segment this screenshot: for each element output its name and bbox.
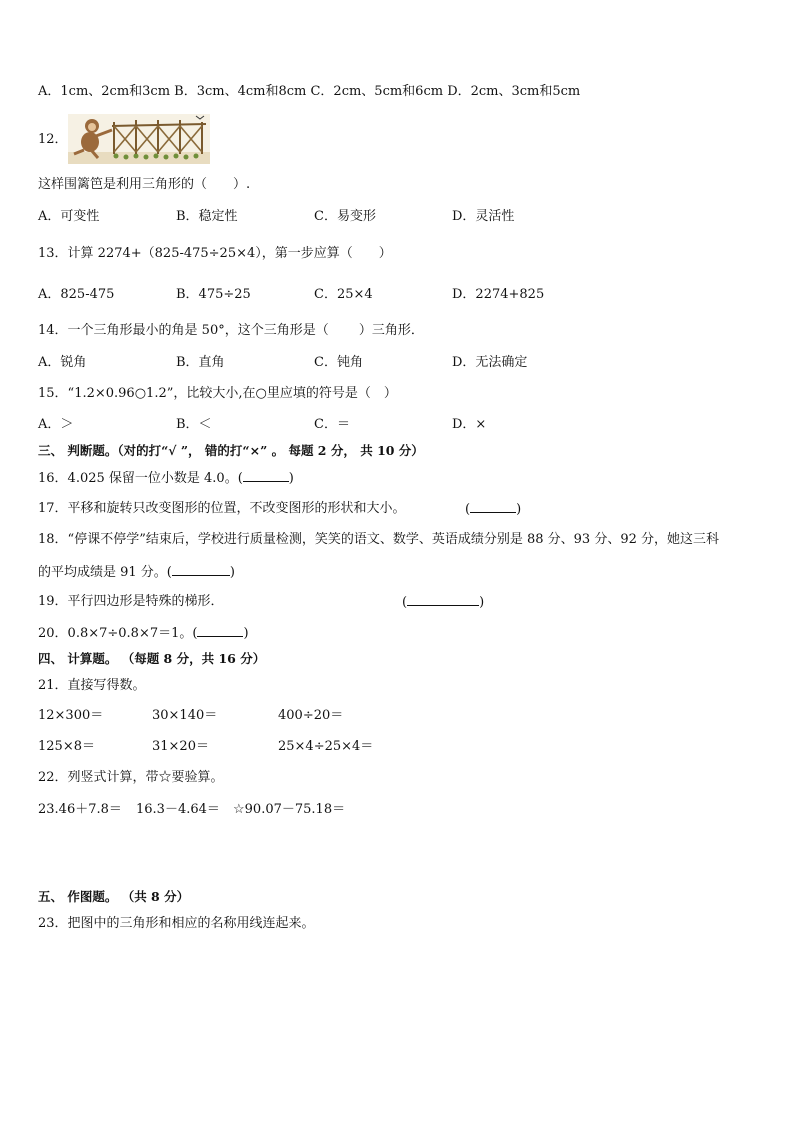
q19-close: ): [479, 595, 485, 610]
q18-line2: [38, 563, 235, 582]
q20-close: ): [243, 626, 249, 641]
q14-stem: 14．一个三角形最小的角是 50°，这个三角形是（ ）三角形．: [38, 323, 424, 338]
q18-close: ): [229, 565, 235, 580]
q21-item-6: 25×4÷25×4＝: [278, 739, 374, 754]
q22-item-3: ☆90.07－75.18＝: [233, 802, 346, 817]
q22-item-2: 16.3－4.64＝: [136, 802, 220, 817]
q13-stem: 13．计算 2274+（825-475÷25×4），第一步应算（ ）: [38, 246, 392, 261]
q14-option-c: C．钝角: [314, 355, 363, 370]
q18-answer-blank[interactable]: [172, 563, 230, 576]
q16: [38, 469, 294, 488]
q14-option-b: B．直角: [176, 355, 225, 370]
q18-text: 的平均成绩是 91 分。(: [38, 565, 172, 580]
q20-text: 20．0.8×7÷0.8×7＝1。(: [38, 626, 198, 641]
q12-option-b: B．稳定性: [176, 209, 238, 224]
q16-answer-blank[interactable]: [243, 469, 289, 482]
q15-option-c: C．＝: [314, 417, 350, 432]
q15-stem: 15．“1.2×0.96○1.2”，比较大小,在○里应填的符号是（ ）: [38, 386, 397, 401]
q12-option-c: C．易变形: [314, 209, 376, 224]
q22-stem: 22．列竖式计算，带☆要验算。: [38, 770, 224, 785]
q20: [38, 624, 249, 643]
q21-item-1: 12×300＝: [38, 708, 104, 723]
q15-option-a: A．＞: [38, 417, 74, 432]
q21-item-3: 400÷20＝: [278, 708, 344, 723]
q19-answer: [402, 593, 484, 612]
q13-option-a: A．825-475: [38, 287, 115, 302]
q17-answer-blank[interactable]: [470, 500, 516, 513]
q17-open: (: [465, 502, 471, 517]
fence-illustration: [68, 114, 210, 164]
q23-stem: 23．把图中的三角形和相应的名称用线连起来。: [38, 916, 315, 931]
q17-close: ): [516, 502, 522, 517]
section-4-heading: 四、 计算题。 （每题 8 分，共 16 分）: [38, 651, 266, 666]
q15-option-d: D．×: [452, 417, 487, 432]
q12-number: 12．: [38, 132, 68, 147]
q11-options: A．1cm、2cm和3cm B．3cm、4cm和8cm C．2cm、5cm和6cm D．2cm、3cm和5cm: [38, 84, 581, 99]
q17-answer: [465, 500, 521, 519]
q19-open: (: [402, 595, 408, 610]
q13-option-b: B．475÷25: [176, 287, 251, 302]
q19-text: 19．平行四边形是特殊的梯形．: [38, 594, 224, 609]
q22-item-1: 23.46＋7.8＝: [38, 802, 122, 817]
q12-stem: 这样围篱笆是利用三角形的（ ）.: [38, 177, 251, 192]
q21-item-2: 30×140＝: [152, 708, 218, 723]
q12-option-a: A．可变性: [38, 209, 100, 224]
q17-text: 17．平移和旋转只改变图形的位置，不改变图形的形状和大小。: [38, 501, 406, 516]
q16-close: ): [288, 471, 294, 486]
q14-option-d: D．无法确定: [452, 355, 528, 370]
q16-text: 16．4.025 保留一位小数是 4.0。(: [38, 471, 243, 486]
section-3-heading: 三、 判断题。（对的打“√ ”， 错的打“×” 。 每题 2 分， 共 10 分）: [38, 443, 424, 458]
q15-option-b: B．＜: [176, 417, 212, 432]
q13-option-c: C．25×4: [314, 287, 373, 302]
q12-option-d: D．灵活性: [452, 209, 515, 224]
q18-line1: 18．“停课不停学”结束后，学校进行质量检测，笑笑的语文、数学、英语成绩分别是 88 分、93 分、92 分，她这三科: [38, 532, 719, 547]
q21-stem: 21．直接写得数。: [38, 678, 146, 693]
q17: [38, 500, 406, 518]
q14-option-a: A．锐角: [38, 355, 87, 370]
q21-item-4: 125×8＝: [38, 739, 95, 754]
section-5-heading: 五、 作图题。 （共 8 分）: [38, 889, 190, 904]
q13-option-d: D．2274+825: [452, 287, 545, 302]
q21-item-5: 31×20＝: [152, 739, 209, 754]
q19-answer-blank[interactable]: [407, 593, 479, 606]
q20-answer-blank[interactable]: [197, 624, 243, 637]
